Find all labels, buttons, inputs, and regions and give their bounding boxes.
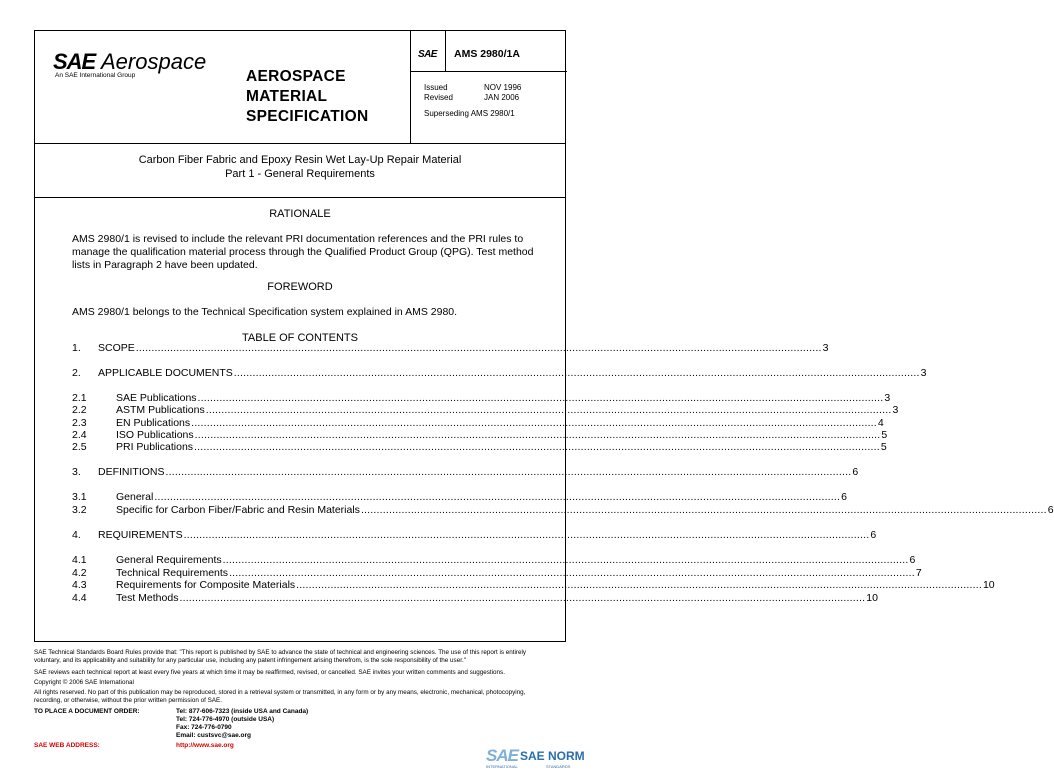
toc-row[interactable] (72, 367, 927, 380)
logo-brand-text: SAE (53, 49, 96, 74)
rationale-heading: RATIONALE (269, 208, 331, 220)
toc-page-number: 6 (870, 529, 877, 541)
review-notice: SAE reviews each technical report at least every five years at which time it may be reaffirmed, revised, or cancelled. SAE invites your written comments and suggestions. (34, 669, 505, 676)
toc-title: EN Publications (116, 417, 191, 429)
toc-page-number: 3 (892, 404, 899, 416)
toc-number: 4.3 (72, 579, 87, 591)
toc-title: PRI Publications (116, 441, 194, 453)
toc-leader-dots: ............................................................................................................................................................................................................................ (179, 592, 866, 604)
toc-leader-dots: ............................................................................................................................................................................................................................ (229, 567, 915, 579)
rationale-line: AMS 2980/1 is revised to include the relevant PRI documentation references and the PRI rules to (72, 233, 524, 245)
revised-value: JAN 2006 (484, 93, 520, 102)
copyright-notice: Copyright © 2006 SAE International (34, 679, 134, 686)
issued-label: Issued (424, 83, 448, 92)
toc-title: APPLICABLE DOCUMENTS (98, 367, 233, 379)
toc-title: DEFINITIONS (98, 466, 165, 478)
revised-label: Revised (424, 93, 453, 102)
doc-type-line: AEROSPACE (246, 68, 346, 85)
board-rules-text (34, 649, 574, 665)
toc-row[interactable] (72, 579, 995, 592)
toc-title: Specific for Carbon Fiber/Fabric and Resin Materials (116, 504, 360, 516)
rights-notice (34, 689, 574, 705)
order-tel-intl: Tel: 724-776-4970 (outside USA) (176, 716, 275, 723)
sae-norm-watermark-logo (486, 744, 586, 770)
toc-number: 4.4 (72, 592, 87, 604)
toc-number: 2.2 (72, 404, 87, 416)
doc-type-line: SPECIFICATION (246, 108, 369, 125)
toc-page-number: 3 (822, 342, 829, 354)
toc-row[interactable] (72, 491, 847, 504)
document-frame (34, 30, 1054, 642)
superseding-note: Superseding AMS 2980/1 (424, 109, 515, 118)
foreword-heading: FOREWORD (267, 281, 333, 293)
toc-title: SAE Publications (116, 392, 197, 404)
order-fax: Fax: 724-776-0790 (176, 724, 232, 731)
toc-leader-dots: ............................................................................................................................................................................................................................ (360, 504, 1047, 516)
header-divider (35, 143, 565, 144)
toc-number: 2. (72, 367, 81, 379)
toc-page-number: 10 (866, 592, 878, 604)
toc-title: ISO Publications (116, 429, 194, 441)
toc-leader-dots: ............................................................................................................................................................................................................................ (233, 367, 920, 379)
title-divider (35, 197, 565, 198)
toc-row[interactable] (72, 441, 887, 454)
toc-number: 3.2 (72, 504, 87, 516)
toc-title: Test Methods (116, 592, 179, 604)
ams-number-divider (410, 71, 567, 72)
toc-number: 2.4 (72, 429, 87, 441)
toc-leader-dots: ............................................................................................................................................................................................................................ (205, 404, 892, 416)
toc-leader-dots: ............................................................................................................................................................................................................................ (135, 342, 822, 354)
toc-row[interactable] (72, 592, 878, 605)
toc-page-number: 10 (982, 579, 995, 591)
toc-page-number: 5 (881, 429, 888, 441)
svg-text:SAE: SAE (418, 49, 437, 60)
order-tel-usa: Tel: 877-606-7323 (inside USA and Canada) (176, 708, 309, 715)
board-rules-line: SAE Technical Standards Board Rules provide that: "This report is published by SAE to advance the state of technical and engineering sciences. The use of this report is entirely (34, 649, 527, 656)
toc-leader-dots: ............................................................................................................................................................................................................................ (296, 579, 982, 591)
toc-row[interactable] (72, 342, 829, 355)
toc-title: SCOPE (98, 342, 135, 354)
toc-page-number: 5 (880, 441, 887, 453)
toc-leader-dots: ............................................................................................................................................................................................................................ (165, 466, 852, 478)
toc-leader-dots: ............................................................................................................................................................................................................................ (222, 554, 909, 566)
ams-number: AMS 2980/1A (454, 48, 520, 60)
watermark-sae-mark: SAE (486, 746, 518, 765)
toc-heading: TABLE OF CONTENTS (242, 332, 358, 344)
rationale-text (72, 233, 542, 272)
document-title: Carbon Fiber Fabric and Epoxy Resin Wet Lay-Up Repair Material (138, 154, 462, 166)
toc-number: 4.1 (72, 554, 87, 566)
web-address-link[interactable]: http://www.sae.org (176, 742, 234, 749)
toc-title: Requirements for Composite Materials (116, 579, 296, 591)
logo-tagline: An SAE International Group (55, 72, 136, 79)
toc-title: General (116, 491, 154, 503)
rights-line: All rights reserved. No part of this publication may be reproduced, stored in a retrieval system or transmitted, in any form or by any means, electronic, mechanical, photocopying, (34, 689, 526, 696)
toc-title: Technical Requirements (116, 567, 229, 579)
toc-page-number: 3 (884, 392, 891, 404)
toc-page-number: 4 (877, 417, 884, 429)
toc-row[interactable] (72, 554, 916, 567)
toc-row[interactable] (72, 504, 1054, 517)
toc-number: 4. (72, 529, 81, 541)
toc-page-number: 6 (852, 466, 859, 478)
logo-product-text: Aerospace (101, 49, 207, 74)
small-logo-divider (445, 31, 446, 71)
order-label: TO PLACE A DOCUMENT ORDER: (34, 708, 140, 715)
toc-leader-dots: ............................................................................................................................................................................................................................ (194, 429, 881, 441)
board-rules-line: voluntary, and its applicability and suitability for any particular use, including any patent infringement arising therefrom, is the sole responsibility of the user." (34, 657, 466, 664)
toc-number: 1. (72, 342, 81, 354)
toc-row[interactable] (72, 466, 859, 479)
toc-page-number: 3 (920, 367, 927, 379)
toc-leader-dots: ............................................................................................................................................................................................................................ (183, 529, 870, 541)
header-column-divider (410, 31, 411, 143)
watermark-left-text: INTERNATIONAL (486, 764, 518, 769)
web-address-label: SAE WEB ADDRESS: (34, 742, 100, 749)
toc-row[interactable] (72, 529, 877, 542)
toc-number: 2.5 (72, 441, 87, 453)
rights-line: recording, or otherwise, without the prior written permission of SAE. (34, 697, 222, 704)
toc-number: 4.2 (72, 567, 87, 579)
toc-page-number: 7 (915, 567, 922, 579)
toc-number: 3.1 (72, 491, 87, 503)
toc-title: REQUIREMENTS (98, 529, 183, 541)
toc-number: 2.3 (72, 417, 87, 429)
toc-page-number: 6 (1047, 504, 1054, 516)
watermark-norm-text: SAE NORM (520, 749, 585, 763)
doc-type-line: MATERIAL (246, 88, 328, 105)
foreword-text: AMS 2980/1 belongs to the Technical Specification system explained in AMS 2980. (72, 306, 458, 318)
sae-small-logo (418, 47, 440, 59)
toc-page-number: 6 (909, 554, 916, 566)
toc-number: 3. (72, 466, 81, 478)
toc-page-number: 6 (841, 491, 847, 503)
document-subtitle: Part 1 - General Requirements (225, 168, 375, 180)
toc-number: 2.1 (72, 392, 87, 404)
issued-value: NOV 1996 (484, 83, 522, 92)
toc-leader-dots: ............................................................................................................................................................................................................................ (194, 441, 880, 453)
toc-leader-dots: ............................................................................................................................................................................................................................ (154, 491, 841, 503)
toc-leader-dots: ............................................................................................................................................................................................................................ (197, 392, 884, 404)
watermark-right-text: STANDARDS (546, 764, 571, 769)
rationale-line: manage the qualification material process through the Qualified Product Group (QPG). Test method (72, 246, 534, 258)
document-type (246, 67, 368, 127)
toc-title: ASTM Publications (116, 404, 205, 416)
toc-leader-dots: ............................................................................................................................................................................................................................ (191, 417, 877, 429)
toc-title: General Requirements (116, 554, 222, 566)
order-email[interactable]: Email: custsvc@sae.org (176, 732, 251, 739)
toc-row[interactable] (72, 404, 899, 417)
rationale-line: lists in Paragraph 2 have been updated. (72, 259, 258, 271)
